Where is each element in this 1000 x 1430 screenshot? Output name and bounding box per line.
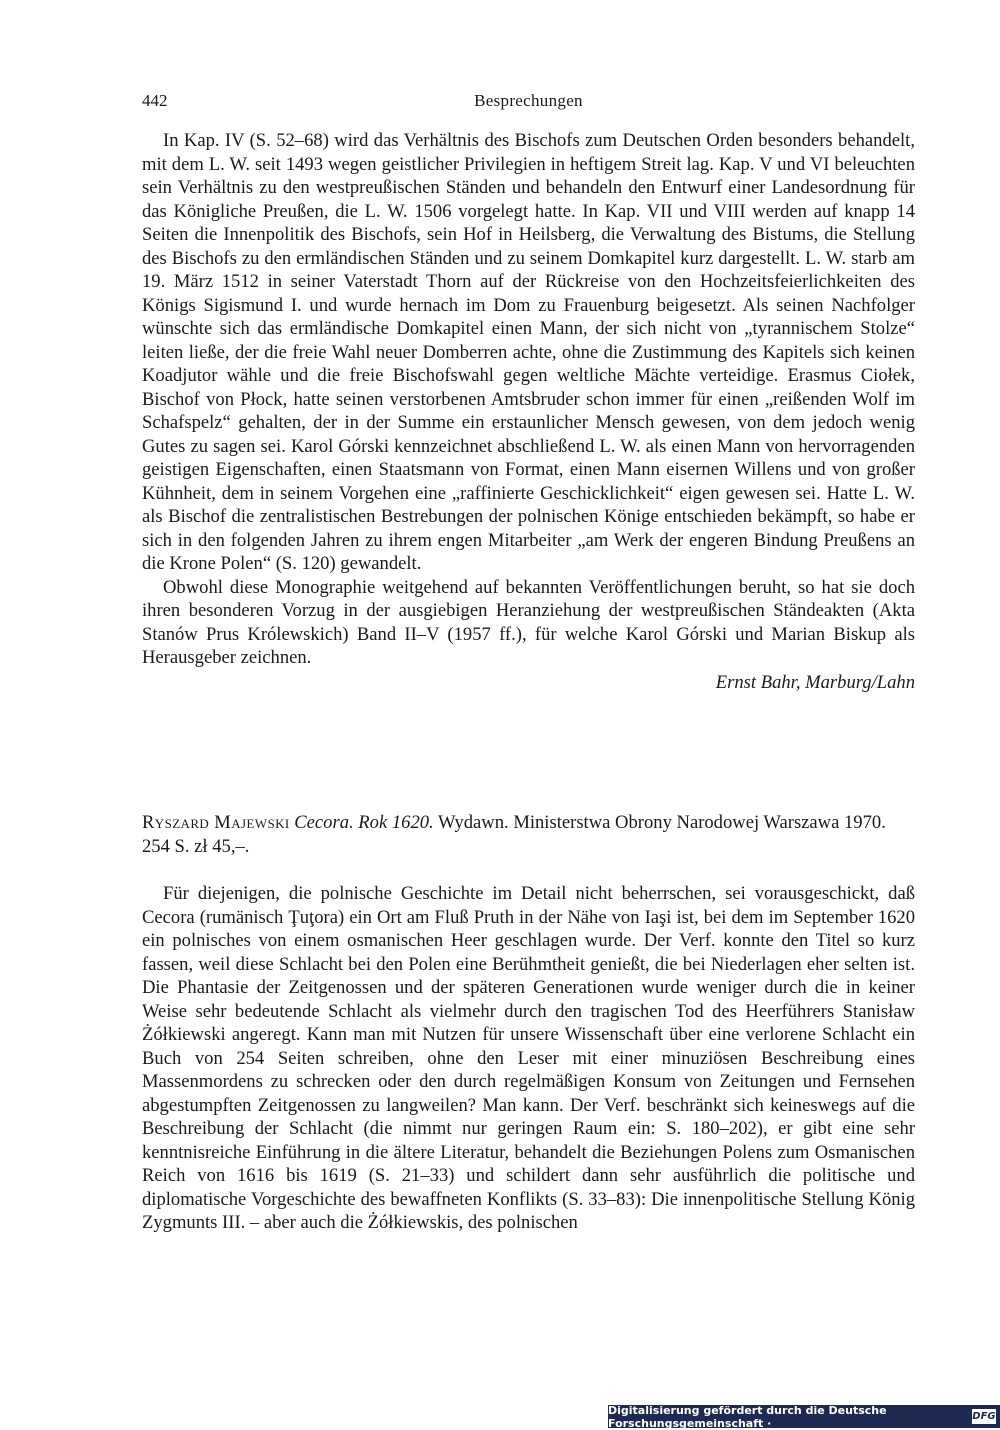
review-1-paragraph-2: Obwohl diese Monographie weitgehend auf bekannten Veröffentlichungen beruht, so hat sie doch ihren besonderen Vorzug in der ausgiebigen Heranziehung der westpreußischen Ständeakten (Akta Stanów Prus Królewskich) Band II–V (1957 ff.), für welche Karol Górski und Marian Biskup als Herausgeber zeichnen.: [142, 576, 915, 668]
running-head: Besprechungen: [474, 91, 583, 110]
review-2-bibliography: [142, 811, 915, 858]
review-1-paragraph-1: In Kap. IV (S. 52–68) wird das Verhältnis des Bischofs zum Deutschen Orden besonders behandelt, mit dem L. W. seit 1493 wegen geistlicher Privilegien in heftigem Streit lag. Kap. V und VI beleuchten sein Verhältnis zu den westpreußischen Ständen und behandeln den Entwurf einer Landesordnung für das Königliche Preußen, die L. W. 1506 vorgelegt hatte. In Kap. VII und VIII werden auf knapp 14 Seiten die Innenpolitik des Bischofs, sein Hof in Heilsberg, die Verwaltung des Bistums, die Stellung des Bischofs zu den ermländischen Ständen und zu seinem Domkapitel kurz dargestellt. L. W. starb am 19. März 1512 in seiner Vaterstadt Thorn auf der Rückreise von den Hochzeitsfeierlichkeiten des Königs Sigismund I. und wurde hernach im Dom zu Frauenburg beigesetzt. Als seinen Nachfolger wünschte sich das ermländische Domkapitel einen Mann, der sich nicht von „tyrannischem Stolze“ leiten ließe, der die freie Wahl neuer Domberren achte, ohne die Zustimmung des Kapitels sich keinen Koadjutor wähle und die freie Bischofswahl gegen weltliche Mächte verteidige. Erasmus Ciołek, Bischof von Płock, hatte seinen verstorbenen Amtsbruder schon immer für einen „reißenden Wolf im Schafspelz“ gehalten, der in der Summe ein erstaunlicher Mensch gewesen, von dem jedoch wenig Gutes zu sagen sei. Karol Górski kennzeichnet abschließend L. W. als einen Mann von hervorragenden geistigen Eigenschaften, einen Staatsmann von Format, einen Mann eisernen Willens und von großer Kühnheit, dem in seinem Vorgehen eine „raffinierte Geschicklichkeit“ eigen gewesen sei. Hatte L. W. als Bischof die zentralistischen Bestrebungen der polnischen Könige entschieden bekämpft, so habe er sich in den folgenden Jahren zu ihrem engen Mitarbeiter „am Werk der engeren Bindung Preußens an die Krone Polen“ (S. 120) gewandelt.: [142, 130, 915, 574]
review-2-paragraph-1: Für diejenigen, die polnische Geschichte im Detail nicht beherrschen, sei vorausgeschickt, daß Cecora (rumänisch Ţuţora) ein Ort am Fluß Pruth in der Nähe von Iaşi ist, bei dem im September 1620 ein polnisches von einem osmanischen Heer geschlagen wurde. Der Verf. konnte den Titel so kurz fassen, weil diese Schlacht bei den Polen eine Berühmtheit genießt, die bei Niederlagen eher selten ist. Die Phantasie der Zeitgenossen und der späteren Generationen wurde weniger durch die in keiner Weise sehr bedeutende Schlacht als vielmehr durch den tragischen Tod des Heerführers Stanisław Żółkiewski angeregt. Kann man mit Nutzen für unsere Wissenschaft über eine verlorene Schlacht ein Buch von 254 Seiten schreiben, ohne den Leser mit einer minuziösen Beschreibung eines Massenmordens zu schrecken oder den durch regelmäßigen Konsum von Zeitungen und Fernsehen abgestumpften Zeitgenossen zu langweilen? Man kann. Der Verf. beschränkt sich keineswegs auf die Beschreibung der Schlacht (die nimmt nur geringen Raum ein: S. 180–202), er gibt eine sehr kenntnisreiche Einführung in die ältere Literatur, behandelt die Beziehungen Polens zum Osmanischen Reich von 1616 bis 1619 (S. 21–33) und schildert dann sehr ausführlich die politische und diplomatische Vorgeschichte des bewaffneten Konflikts (S. 33–83): Die innenpolitische Stellung König Zygmunts III. – aber auch die Żółkiewskis, des polnischen: [142, 883, 915, 1233]
digitization-footer: [608, 1405, 1000, 1428]
review-2-title: Cecora. Rok 1620.: [294, 812, 434, 833]
review-2-publication: Wydawn. Ministerstwa Obrony Narodowej Warszawa 1970. 254 S. zł 45,–.: [142, 812, 886, 857]
page-header: [142, 91, 915, 115]
dfg-logo: DFG: [972, 1411, 996, 1422]
review-1: [142, 129, 915, 694]
page-number: 442: [142, 91, 168, 110]
review-2-body: [142, 882, 915, 1235]
review-1-signature: Ernst Bahr, Marburg/Lahn: [715, 671, 915, 693]
footer-text: Digitalisierung gefördert durch die Deutsche Forschungsgemeinschaft ·: [608, 1403, 887, 1430]
review-2-author: Ryszard Majewski: [142, 812, 290, 833]
